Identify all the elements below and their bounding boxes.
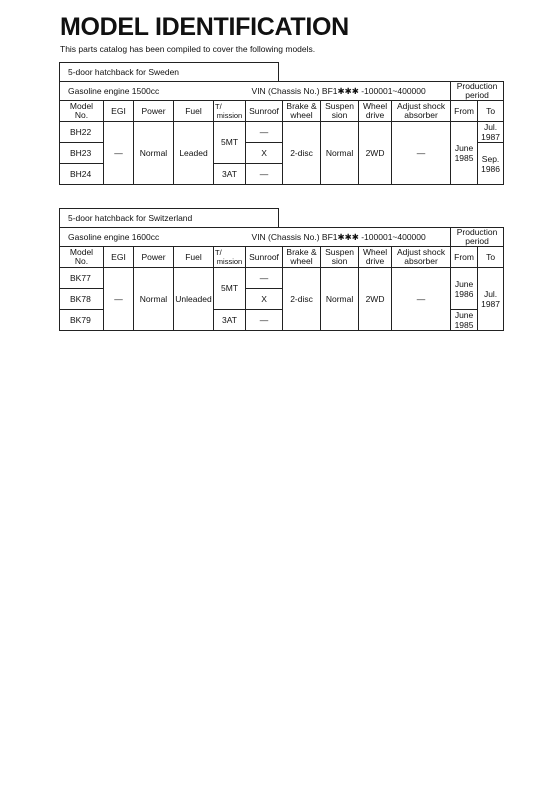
- date-line: 1987: [481, 132, 501, 142]
- vin-label: VIN (Chassis No.) BF1✱✱✱ -100001~400000: [246, 228, 451, 247]
- date-line: 1985: [454, 153, 474, 163]
- table-caption: 5-door hatchback for Sweden: [59, 62, 279, 81]
- power-value: Normal: [134, 122, 174, 185]
- header-line: wheel: [290, 110, 313, 120]
- header-fuel: Fuel: [174, 247, 214, 268]
- brake-value: 2-disc: [283, 122, 321, 185]
- header-line: Adjust shock: [396, 101, 446, 111]
- transmission-value: 5MT: [214, 122, 246, 164]
- sunroof-value: —: [246, 268, 283, 289]
- model-number: BH23: [60, 143, 104, 164]
- date-line: 1986: [454, 288, 474, 299]
- header-line: wheel: [290, 256, 313, 266]
- header-sunroof: Sunroof: [246, 101, 283, 122]
- header-line: T/: [215, 248, 222, 257]
- date-line: Jul.: [483, 289, 498, 299]
- date-line: 1987: [481, 299, 501, 309]
- sunroof-value: —: [246, 122, 283, 143]
- engine-label: Gasoline engine 1600cc: [60, 228, 246, 247]
- date-line: June: [454, 278, 474, 289]
- sunroof-value: X: [246, 143, 283, 164]
- header-power: Power: [134, 247, 174, 268]
- date-line: Jul.: [483, 122, 498, 132]
- engine-label: Gasoline engine 1500cc: [60, 82, 246, 101]
- model-table-switzerland: [59, 208, 504, 331]
- sunroof-value: —: [246, 310, 283, 331]
- header-line: sion: [331, 256, 348, 266]
- fuel-value: Unleaded: [174, 268, 214, 331]
- transmission-value: 5MT: [214, 268, 246, 310]
- header-line: Adjust shock: [396, 247, 446, 257]
- header-line: Production: [456, 227, 498, 237]
- header-line: drive: [365, 256, 385, 266]
- model-table: [59, 227, 504, 331]
- header-brake: [283, 101, 321, 122]
- header-sunroof: Sunroof: [246, 247, 283, 268]
- to-value: [478, 122, 504, 143]
- header-egi: EGI: [104, 247, 134, 268]
- header-egi: EGI: [104, 101, 134, 122]
- header-line: absorber: [404, 256, 438, 266]
- header-from: From: [451, 247, 478, 268]
- header-line: Brake &: [286, 101, 317, 111]
- from-value: [451, 268, 478, 310]
- shock-value: —: [392, 122, 451, 185]
- from-value: [451, 310, 478, 331]
- header-line: Model: [69, 247, 94, 257]
- power-value: Normal: [134, 268, 174, 331]
- header-wheel-drive: [359, 247, 392, 268]
- fuel-value: Leaded: [174, 122, 214, 185]
- header-model: [60, 101, 104, 122]
- header-model: [60, 247, 104, 268]
- model-number: BK77: [60, 268, 104, 289]
- header-shock: [392, 101, 451, 122]
- egi-value: —: [104, 122, 134, 185]
- model-number: BK79: [60, 310, 104, 331]
- header-from: From: [451, 101, 478, 122]
- header-suspension: [321, 247, 359, 268]
- header-suspension: [321, 101, 359, 122]
- header-shock: [392, 247, 451, 268]
- shock-value: —: [392, 268, 451, 331]
- model-number: BH22: [60, 122, 104, 143]
- header-line: No.: [74, 110, 89, 120]
- header-line: Production: [456, 81, 498, 91]
- header-line: Suspen: [325, 101, 354, 111]
- header-line: mission: [216, 257, 243, 266]
- to-value: [478, 143, 504, 185]
- date-line: Sep.: [481, 153, 500, 164]
- date-line: June: [454, 310, 474, 320]
- header-to: To: [478, 247, 504, 268]
- brake-value: 2-disc: [283, 268, 321, 331]
- header-transmission: [214, 101, 246, 122]
- wheel-drive-value: 2WD: [359, 122, 392, 185]
- sunroof-value: —: [246, 164, 283, 185]
- header-line: mission: [216, 111, 243, 120]
- production-period-header: [451, 228, 504, 247]
- model-table-sweden: [59, 62, 504, 185]
- suspension-value: Normal: [321, 268, 359, 331]
- header-line: Wheel: [362, 247, 388, 257]
- vin-label: VIN (Chassis No.) BF1✱✱✱ -100001~400000: [246, 82, 451, 101]
- header-line: Wheel: [362, 101, 388, 111]
- header-line: absorber: [404, 110, 438, 120]
- header-line: Suspen: [325, 247, 354, 257]
- from-value: [451, 122, 478, 185]
- sunroof-value: X: [246, 289, 283, 310]
- production-period-header: [451, 82, 504, 101]
- header-transmission: [214, 247, 246, 268]
- header-line: Brake &: [286, 247, 317, 257]
- wheel-drive-value: 2WD: [359, 268, 392, 331]
- model-number: BH24: [60, 164, 104, 185]
- date-line: June: [454, 143, 474, 153]
- transmission-value: 3AT: [214, 164, 246, 185]
- header-to: To: [478, 101, 504, 122]
- header-line: T/: [215, 102, 222, 111]
- table-caption: 5-door hatchback for Switzerland: [59, 208, 279, 227]
- to-value: [478, 268, 504, 331]
- header-brake: [283, 247, 321, 268]
- header-wheel-drive: [359, 101, 392, 122]
- model-number: BK78: [60, 289, 104, 310]
- header-line: Model: [69, 101, 94, 111]
- suspension-value: Normal: [321, 122, 359, 185]
- intro-text: This parts catalog has been compiled to cover the following models.: [60, 44, 316, 54]
- header-line: period: [465, 90, 489, 100]
- transmission-value: 3AT: [214, 310, 246, 331]
- header-fuel: Fuel: [174, 101, 214, 122]
- header-line: sion: [331, 110, 348, 120]
- model-table: [59, 81, 504, 185]
- date-line: 1986: [481, 163, 501, 174]
- date-line: 1985: [454, 320, 474, 330]
- page-title: MODEL IDENTIFICATION: [60, 13, 349, 41]
- header-power: Power: [134, 101, 174, 122]
- header-line: No.: [74, 256, 89, 266]
- egi-value: —: [104, 268, 134, 331]
- header-line: period: [465, 236, 489, 246]
- header-line: drive: [365, 110, 385, 120]
